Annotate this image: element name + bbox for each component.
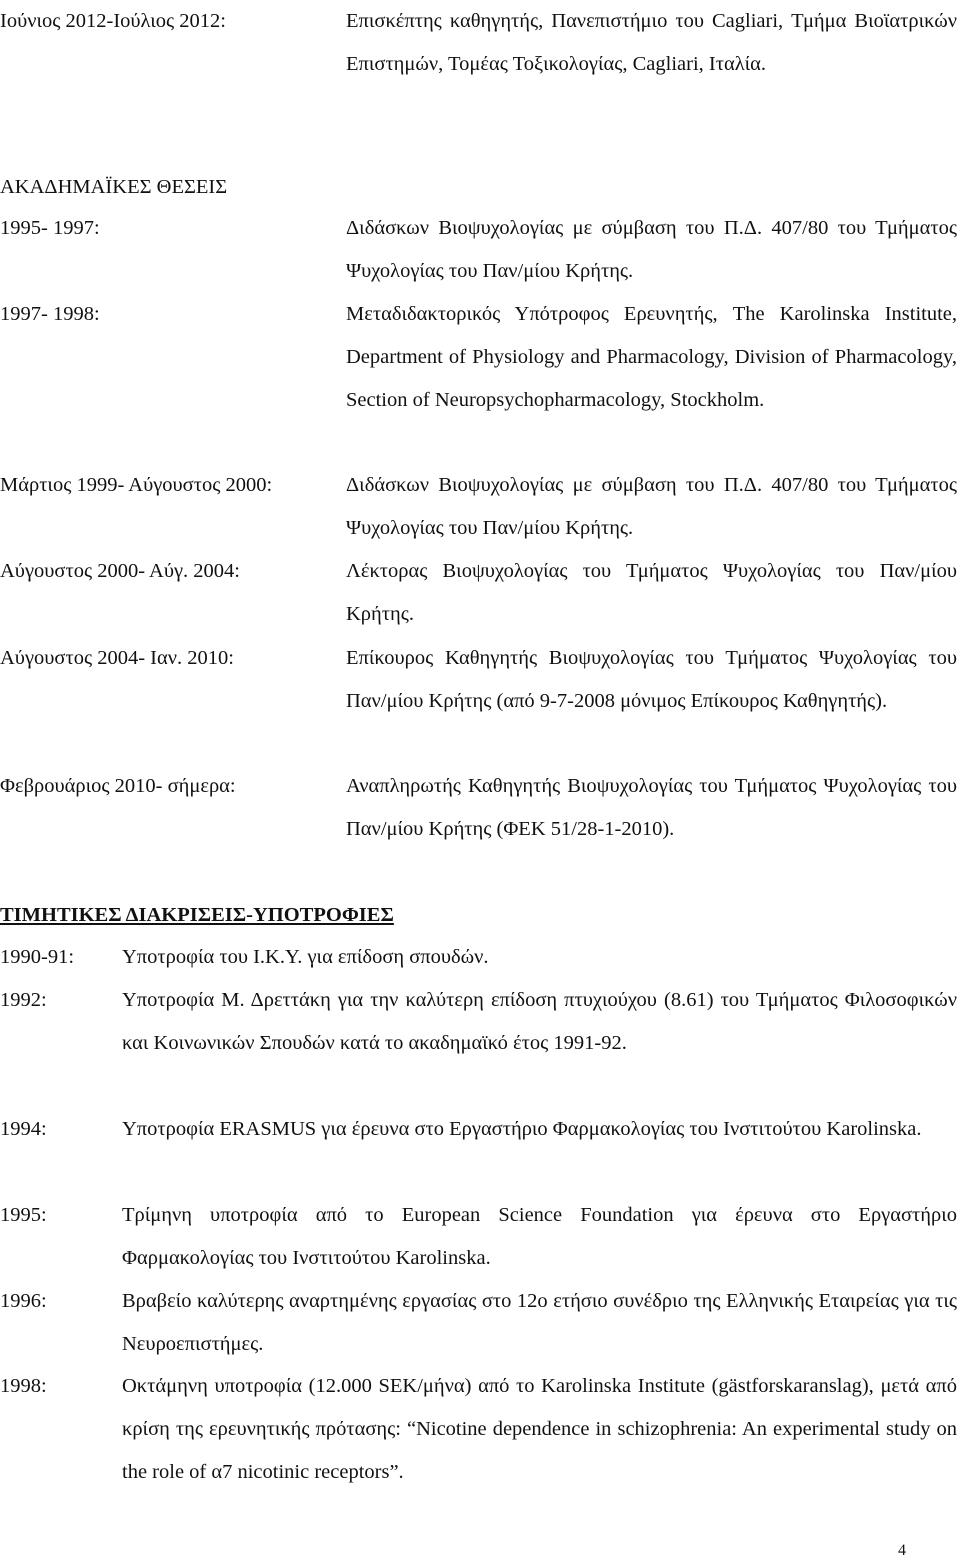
- honor-entry: [0, 1194, 957, 1280]
- honor-year: 1994:: [0, 1118, 47, 1140]
- entry-text: Επίκουρος Καθηγητής Βιοψυχολογίας του Τμήματος Ψυχολογίας του Παν/μίου Κρήτης (από 9-7-2008 μόνιμος Επίκουρος Καθηγητής).: [346, 647, 957, 712]
- page-number: 4: [898, 1542, 906, 1559]
- academic-position-entry: [0, 293, 957, 422]
- honor-entry: [0, 979, 957, 1065]
- entry-period: Αύγουστος 2000- Αύγ. 2004:: [0, 560, 240, 582]
- entry-text: Διδάσκων Βιοψυχολογίας με σύμβαση του Π.Δ. 407/80 του Τμήματος Ψυχολογίας του Παν/μίου Κρήτης.: [346, 217, 957, 282]
- entry-text: Μεταδιδακτορικός Υπότροφος Ερευνητής, The Karolinska Institute, Department of Physiology and Pharmacology, Division of Pharmacology, Section of Neuropsychopharmacology, Stockholm.: [346, 303, 957, 411]
- entry-text: Λέκτορας Βιοψυχολογίας του Τμήματος Ψυχολογίας του Παν/μίου Κρήτης.: [346, 560, 957, 625]
- entry-period: Ιούνιος 2012-Ιούλιος 2012:: [0, 10, 226, 32]
- honor-year: 1995:: [0, 1204, 47, 1226]
- entry-text: Επισκέπτης καθηγητής, Πανεπιστήμιο του Cagliari, Τμήμα Βιοϊατρικών Επιστημών, Τομέας Τοξικολογίας, Cagliari, Ιταλία.: [346, 10, 957, 75]
- entry-period: Μάρτιος 1999- Αύγουστος 2000:: [0, 474, 273, 496]
- entry-text: Αναπληρωτής Καθηγητής Βιοψυχολογίας του Τμήματος Ψυχολογίας του Παν/μίου Κρήτης (ΦΕΚ 51/28-1-2010).: [346, 775, 957, 840]
- honor-year: 1998:: [0, 1375, 47, 1397]
- visiting-professor-entry: [0, 0, 957, 86]
- academic-position-entry: [0, 765, 957, 851]
- entry-period: Φεβρουάριος 2010- σήμερα:: [0, 775, 236, 797]
- academic-position-entry: [0, 550, 957, 636]
- honors-heading: ΤΙΜΗΤΙΚΕΣ ΔΙΑΚΡΙΣΕΙΣ-ΥΠΟΤΡΟΦΙΕΣ: [0, 904, 394, 926]
- entry-text: Διδάσκων Βιοψυχολογίας με σύμβαση του Π.Δ. 407/80 του Τμήματος Ψυχολογίας του Παν/μίου Κρήτης.: [346, 474, 957, 539]
- honor-text: Υποτροφία ERASMUS για έρευνα στο Εργαστήριο Φαρμακολογίας του Ινστιτούτου Karolinska.: [122, 1118, 922, 1140]
- honor-entry: [0, 1280, 957, 1366]
- honor-year: 1990-91:: [0, 946, 75, 968]
- honor-year: 1992:: [0, 989, 47, 1011]
- entry-period: 1995- 1997:: [0, 217, 100, 239]
- honor-text: Τρίμηνη υποτροφία από το European Science Foundation για έρευνα στο Εργαστήριο Φαρμακολογίας του Ινστιτούτου Karolinska.: [122, 1204, 957, 1269]
- academic-position-entry: [0, 207, 957, 293]
- academic-positions-heading: ΑΚΑΔΗΜΑΪΚΕΣ ΘΕΣΕΙΣ: [0, 176, 228, 198]
- entry-period: 1997- 1998:: [0, 303, 100, 325]
- academic-position-entry: [0, 464, 957, 550]
- honor-entry: [0, 1108, 957, 1151]
- entry-period: Αύγουστος 2004- Ιαν. 2010:: [0, 647, 234, 669]
- honor-text: Οκτάμηνη υποτροφία (12.000 SEK/μήνα) από το Karolinska Institute (gästforskaranslag), μετά από κρίση της ερευνητικής πρότασης: “Nicotine dependence in schizophrenia: An experimental study on the role of α7 nicotinic receptors”.: [122, 1375, 957, 1483]
- honor-entry: [0, 1365, 957, 1494]
- honor-text: Υποτροφία Μ. Δρεττάκη για την καλύτερη επίδοση πτυχιούχου (8.61) του Τμήματος Φιλοσοφικών και Κοινωνικών Σπουδών κατά το ακαδημαϊκό έτος 1991-92.: [122, 989, 957, 1054]
- honor-text: Βραβείο καλύτερης αναρτημένης εργασίας στο 12ο ετήσιο συνέδριο της Ελληνικής Εταιρείας για τις Νευροεπιστήμες.: [122, 1290, 957, 1355]
- academic-position-entry: [0, 637, 957, 723]
- honor-year: 1996:: [0, 1290, 47, 1312]
- honor-entry: [0, 936, 957, 979]
- honor-text: Υποτροφία του Ι.Κ.Υ. για επίδοση σπουδών.: [122, 946, 489, 968]
